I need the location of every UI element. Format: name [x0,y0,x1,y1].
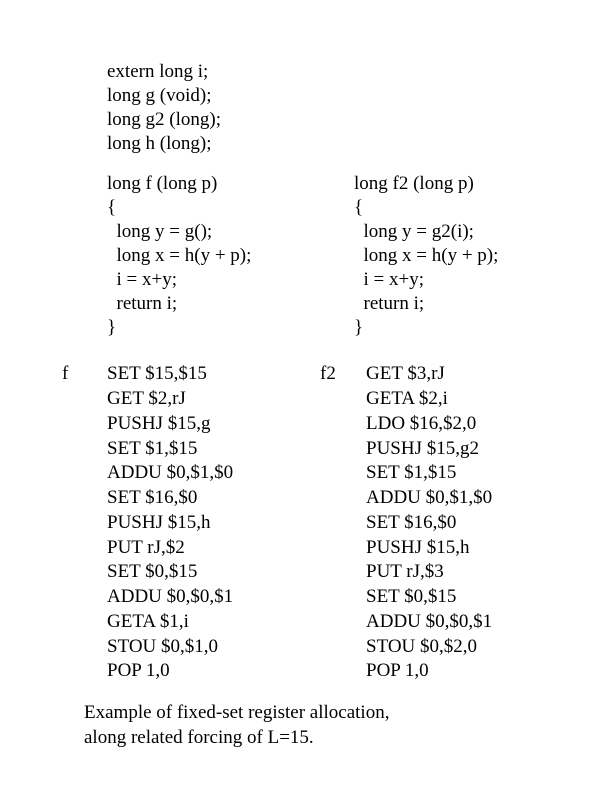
func-f-source-line: return i; [107,293,178,314]
func-f-source-line: long y = g(); [107,221,213,242]
declaration-line: long g2 (long); [107,109,221,130]
asm-f-instruction: GET $2,rJ [107,388,186,409]
func-f-source-line: } [107,317,117,338]
asm-f-instruction: SET $16,$0 [107,487,198,508]
asm-f2-instruction: SET $0,$15 [366,586,457,607]
caption-line: along related forcing of L=15. [84,727,314,748]
asm-f-instruction: PUSHJ $15,g [107,413,211,434]
asm-f-instruction: SET $1,$15 [107,438,198,459]
func-f-source-line: long x = h(y + p); [107,245,252,266]
asm-f-instruction: PUT rJ,$2 [107,537,185,558]
func-f2-source-line: { [354,197,364,218]
asm-f-instruction: SET $15,$15 [107,363,207,384]
asm-f2-instruction: SET $1,$15 [366,462,457,483]
asm-f-label: f [62,363,69,384]
func-f-source-line: { [107,197,117,218]
asm-f-instruction: PUSHJ $15,h [107,512,211,533]
asm-f2-instruction: ADDU $0,$0,$1 [366,611,493,632]
asm-f2-instruction: GET $3,rJ [366,363,445,384]
asm-f2-label: f2 [320,363,336,384]
asm-f2-instruction: LDO $16,$2,0 [366,413,477,434]
declaration-line: long h (long); [107,133,212,154]
asm-f-instruction: SET $0,$15 [107,561,198,582]
asm-f2-instruction: SET $16,$0 [366,512,457,533]
asm-f2-instruction: PUSHJ $15,g2 [366,438,479,459]
asm-f2-instruction: STOU $0,$2,0 [366,636,478,657]
func-f-source-line: long f (long p) [107,173,218,194]
asm-f2-instruction: PUSHJ $15,h [366,537,470,558]
func-f2-source-line: return i; [354,293,425,314]
asm-f-instruction: GETA $1,i [107,611,189,632]
asm-f2-instruction: GETA $2,i [366,388,448,409]
asm-f2-instruction: ADDU $0,$1,$0 [366,487,493,508]
func-f2-source-line: long y = g2(i); [354,221,474,242]
declaration-line: extern long i; [107,61,209,82]
asm-f-instruction: ADDU $0,$1,$0 [107,462,234,483]
func-f2-source-line: long f2 (long p) [354,173,474,194]
asm-f-instruction: STOU $0,$1,0 [107,636,219,657]
func-f2-source-line: i = x+y; [354,269,424,290]
func-f-source-line: i = x+y; [107,269,177,290]
func-f2-source-line: } [354,317,364,338]
caption-line: Example of fixed-set register allocation, [84,702,390,723]
asm-f-instruction: ADDU $0,$0,$1 [107,586,234,607]
func-f2-source-line: long x = h(y + p); [354,245,499,266]
asm-f2-instruction: PUT rJ,$3 [366,561,444,582]
asm-f-instruction: POP 1,0 [107,660,170,681]
asm-f2-instruction: POP 1,0 [366,660,429,681]
declaration-line: long g (void); [107,85,212,106]
